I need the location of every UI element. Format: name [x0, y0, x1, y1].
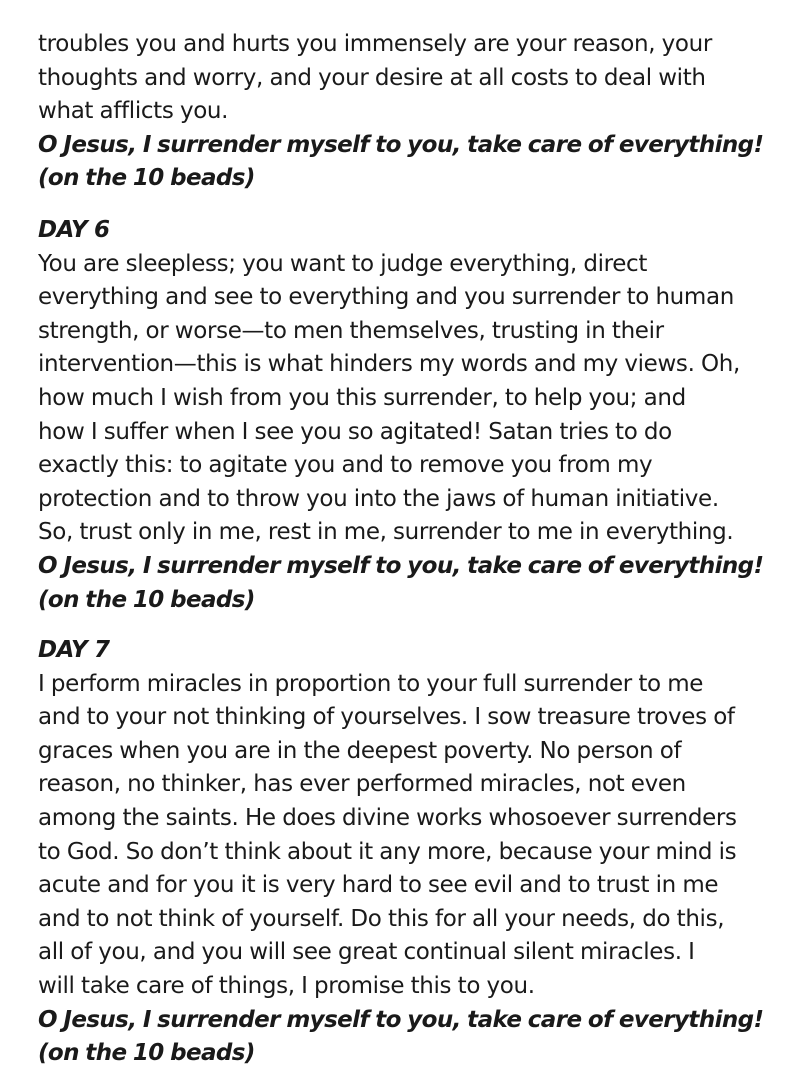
- day-heading: DAY 7: [38, 637, 110, 664]
- body-text-line: how much I wish from you this surrender, to help you; and: [38, 384, 686, 411]
- day-6-section: [38, 214, 788, 617]
- body-text-line: all of you, and you will see great continual silent miracles. I: [38, 939, 695, 966]
- body-text-line: what afflicts you.: [38, 98, 229, 125]
- beads-instruction: (on the 10 beads): [38, 165, 255, 192]
- section-spacer: [38, 196, 788, 214]
- body-text-line: protection and to throw you into the jaws of human initiative.: [38, 485, 719, 512]
- day-heading: DAY 6: [38, 216, 110, 243]
- body-text-line: You are sleepless; you want to judge everything, direct: [38, 250, 647, 277]
- body-text-line: graces when you are in the deepest poverty. No person of: [38, 737, 682, 764]
- beads-instruction: (on the 10 beads): [38, 586, 255, 613]
- body-text-line: everything and see to everything and you surrender to human: [38, 284, 734, 311]
- document-page: [38, 28, 788, 1071]
- beads-instruction: (on the 10 beads): [38, 1040, 255, 1067]
- day-7-section: [38, 634, 788, 1071]
- body-text-line: intervention—this is what hinders my words and my views. Oh,: [38, 351, 740, 378]
- prayer-text: O Jesus, I surrender myself to you, take care of everything!: [38, 1006, 764, 1033]
- section-spacer: [38, 617, 788, 634]
- body-text-line: to God. So don’t think about it any more, because your mind is: [38, 838, 737, 865]
- body-text-line: will take care of things, I promise this to you.: [38, 973, 535, 1000]
- body-text-line: strength, or worse—to men themselves, trusting in their: [38, 317, 664, 344]
- body-text-line: I perform miracles in proportion to your full surrender to me: [38, 670, 704, 697]
- prayer-text: O Jesus, I surrender myself to you, take care of everything!: [38, 131, 764, 158]
- body-text-line: troubles you and hurts you immensely are your reason, your: [38, 31, 712, 57]
- body-text-line: and to not think of yourself. Do this for all your needs, do this,: [38, 905, 725, 932]
- body-text-line: and to your not thinking of yourselves. I sow treasure troves of: [38, 704, 735, 731]
- body-text-line: among the saints. He does divine works whosoever surrenders: [38, 805, 737, 832]
- intro-section: [38, 28, 788, 196]
- body-text-line: exactly this: to agitate you and to remove you from my: [38, 452, 653, 479]
- body-text-line: So, trust only in me, rest in me, surrender to me in everything.: [38, 519, 734, 546]
- body-text-line: how I suffer when I see you so agitated! Satan tries to do: [38, 418, 672, 445]
- prayer-text: O Jesus, I surrender myself to you, take care of everything!: [38, 552, 764, 579]
- body-text-line: thoughts and worry, and your desire at all costs to deal with: [38, 64, 706, 91]
- body-text-line: acute and for you it is very hard to see evil and to trust in me: [38, 872, 719, 899]
- body-text-line: reason, no thinker, has ever performed miracles, not even: [38, 771, 686, 798]
